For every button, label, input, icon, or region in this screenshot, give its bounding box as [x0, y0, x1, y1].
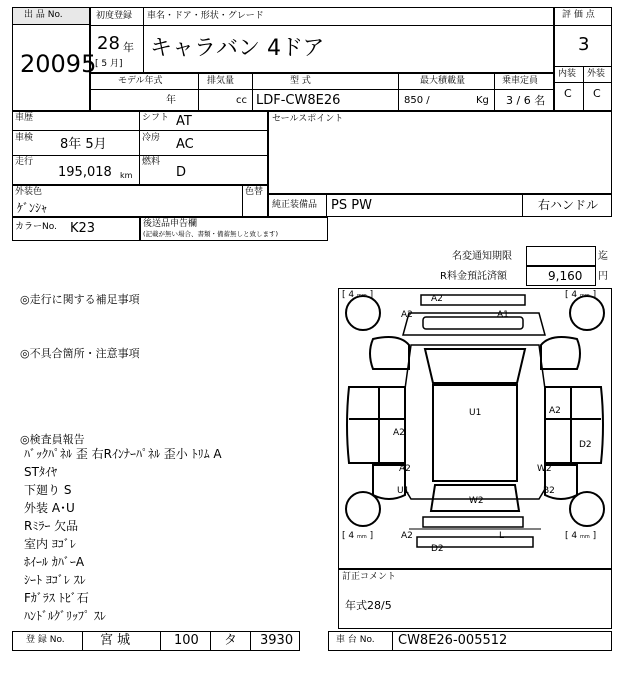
- registration-label: 登 録 No.: [26, 635, 65, 645]
- report-line: Fｶﾞﾗｽ ﾄﾋﾞ石: [24, 591, 89, 605]
- color-no-value: K23: [70, 221, 96, 236]
- score-label: 評 価 点: [562, 10, 595, 20]
- steering-value: 右ハンドル: [538, 198, 599, 212]
- damage-code: A1: [497, 310, 509, 320]
- inspection-label: 車検: [15, 133, 34, 143]
- report-line: ｼｰﾄ ﾖｺﾞﾚ ｽﾚ: [24, 573, 86, 587]
- damage-code: U1: [469, 408, 482, 418]
- fuel-label: 燃料: [142, 157, 161, 167]
- wheel-front-right: [570, 296, 604, 330]
- tire-mark-rear-right: [ 4 mm ]: [565, 531, 597, 541]
- mileage-value: 195,018: [58, 165, 112, 180]
- document-note: (記載が無い場合、書類・備蓄無しと致します): [143, 230, 279, 238]
- displacement-label: 排気量: [207, 76, 235, 86]
- report-line: Rﾐﾗｰ 欠品: [24, 519, 79, 533]
- defect-remarks-label: ◎不具合箇所・注意事項: [20, 347, 140, 360]
- mileage-label: 走行: [15, 157, 34, 167]
- car-diagram: [339, 289, 611, 568]
- capacity-label: 乗車定員: [502, 76, 539, 86]
- type-label: 型 式: [290, 76, 311, 86]
- chassis-number: CW8E26-005512: [398, 633, 508, 648]
- color-change-label: 色替: [245, 187, 264, 197]
- max-load-label: 最大積載量: [420, 76, 466, 86]
- damage-code: W2: [469, 496, 484, 506]
- ac-value: AC: [176, 137, 194, 152]
- name-change-box: [526, 246, 596, 266]
- color-label: 外装色: [15, 187, 43, 197]
- chassis-label: 車 台 No.: [336, 635, 375, 645]
- report-line: ﾊﾞｯｸﾊﾟﾈﾙ 歪 右Rｲﾝﾅｰﾊﾟﾈﾙ 歪小 ﾄﾘﾑ A: [24, 447, 222, 461]
- car-name: キャラバン 4ドア: [150, 36, 325, 61]
- capacity-value: 3 / 6 名: [506, 94, 546, 107]
- kg-unit: Kg: [476, 95, 489, 106]
- body-outline: [405, 345, 545, 499]
- lot-no-label: 出 品 No.: [24, 10, 63, 20]
- equipment-label: 純正装備品: [272, 200, 318, 210]
- report-line: 室内 ﾖｺﾞﾚ: [24, 537, 76, 551]
- report-line: STﾀｲﾔ: [24, 465, 57, 479]
- sales-point-label: セールスポイント: [272, 114, 344, 124]
- report-line: ﾎｲｰﾙ ｶﾊﾞｰA: [24, 555, 85, 569]
- tire-mark-rear-left: [ 4 mm ]: [342, 531, 374, 541]
- tire-mark-front-left: [ 4 mm ]: [342, 290, 374, 300]
- damage-code: D2: [579, 440, 592, 450]
- damage-code: L: [499, 531, 505, 541]
- inspection-value: 8年 5月: [60, 137, 107, 152]
- registration-area: 宮 城: [100, 633, 131, 648]
- first-reg-label: 初度登録: [96, 11, 133, 21]
- damage-code: A2: [401, 310, 413, 320]
- correction-label: 訂正コメント: [342, 572, 397, 582]
- wheel-front-left: [346, 296, 380, 330]
- interior-grade: C: [564, 87, 572, 100]
- side-right: [545, 387, 603, 463]
- car-name-label: 車名・ドア・形状・グレード: [147, 11, 264, 21]
- model-year-label: モデル年式: [118, 76, 163, 86]
- wheel-rear-right: [570, 492, 604, 526]
- registration-kana: タ: [224, 633, 238, 648]
- model-type: LDF-CW8E26: [256, 93, 341, 108]
- tire-mark-front-right: [ 4 mm ]: [565, 290, 597, 300]
- fender-front-left: [370, 337, 409, 369]
- damage-code: D2: [431, 544, 444, 554]
- inspector-report-label: ◎検査員報告: [20, 433, 85, 446]
- windshield: [425, 349, 525, 383]
- cc-unit: cc: [236, 95, 247, 106]
- recycle-value: 9,160: [548, 269, 583, 283]
- damage-code: U1: [397, 486, 410, 496]
- first-reg-year: 28: [97, 33, 120, 54]
- first-reg-month: [ 5 月]: [95, 59, 123, 69]
- registration-number: 3930: [260, 633, 294, 648]
- recycle-unit: 円: [598, 271, 608, 282]
- wheel-rear-left: [346, 492, 380, 526]
- shift-value: AT: [176, 114, 192, 129]
- damage-code: A2: [549, 406, 561, 416]
- damage-code: W2: [537, 464, 552, 474]
- fender-front-right: [541, 337, 580, 369]
- score-value: 3: [578, 34, 590, 55]
- side-left: [347, 387, 405, 463]
- color-value: ｹﾞﾝｼｬ: [17, 201, 48, 215]
- report-line: 外装 A･U: [24, 501, 75, 515]
- car-diagram-box: [338, 288, 612, 569]
- report-line: 下廻り S: [24, 483, 72, 497]
- ac-label: 冷房: [142, 133, 161, 143]
- tail-panel: [423, 517, 523, 527]
- damage-code: A2: [401, 531, 413, 541]
- shift-label: シフト: [142, 113, 170, 123]
- correction-text: 年式28/5: [345, 599, 392, 612]
- lot-no: 20095: [20, 50, 97, 78]
- damage-code: A2: [399, 464, 411, 474]
- info-box: [12, 111, 268, 185]
- color-no-label: カラーNo.: [15, 222, 57, 232]
- damage-code: B2: [543, 486, 555, 496]
- first-reg-year-unit: 年: [123, 41, 134, 54]
- history-label: 車歴: [15, 113, 34, 123]
- model-year-unit: 年: [166, 95, 176, 106]
- equipment-value: PS PW: [331, 198, 372, 213]
- fuel-value: D: [176, 165, 187, 180]
- max-load: 850 /: [404, 95, 430, 106]
- exterior-grade: C: [593, 87, 601, 100]
- name-change-unit: 迄: [598, 251, 608, 262]
- roof: [433, 385, 517, 481]
- km-unit: km: [120, 171, 133, 180]
- exterior-label: 外装: [587, 69, 606, 79]
- damage-code: A2: [431, 294, 443, 304]
- registration-class: 100: [174, 633, 199, 648]
- recycle-label: R料金預託済額: [440, 271, 507, 282]
- damage-code: A2: [393, 428, 405, 438]
- document-label: 後送品申告欄: [143, 219, 198, 229]
- inspector-report-lines: [24, 448, 222, 628]
- interior-label: 内装: [558, 69, 577, 79]
- color-box: [12, 185, 268, 217]
- driving-remarks-label: ◎走行に関する補足事項: [20, 293, 140, 306]
- name-change-label: 名変通知期限: [452, 251, 512, 262]
- report-line: ﾊﾝﾄﾞﾙｸﾞﾘｯﾌﾟ ｽﾚ: [24, 609, 106, 623]
